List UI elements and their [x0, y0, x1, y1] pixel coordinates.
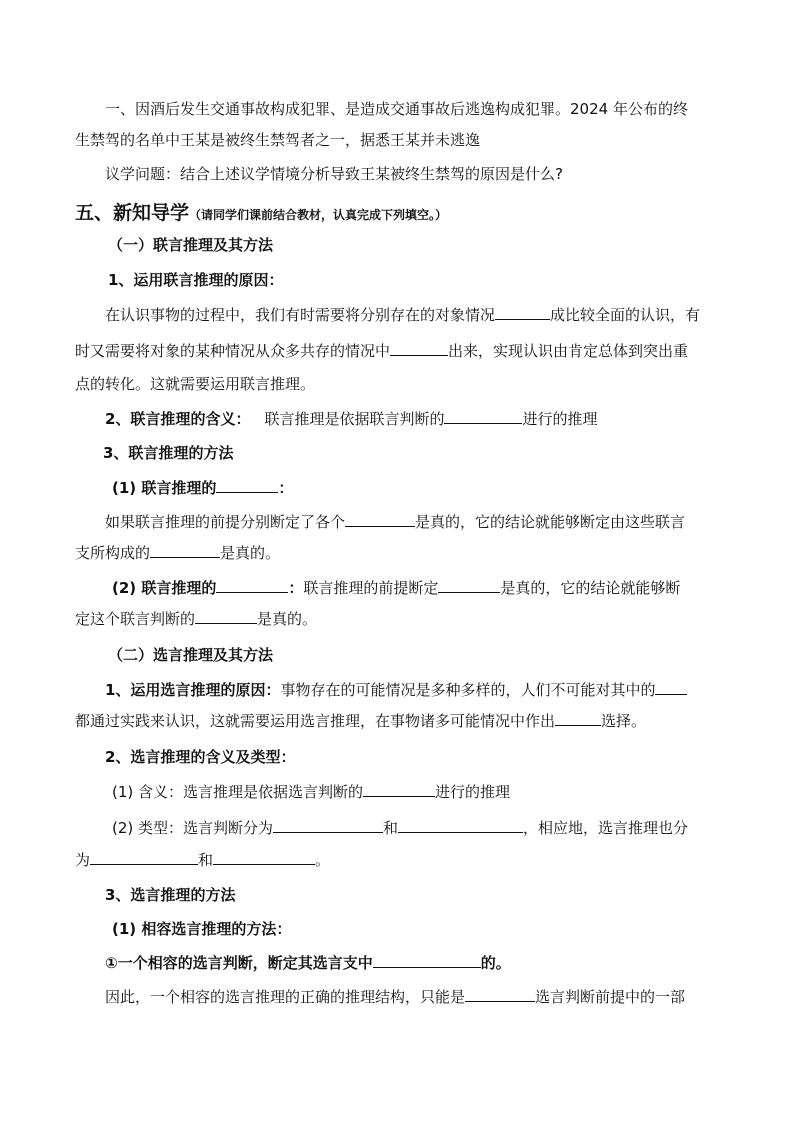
part-2-compatible-point: ①一个相容的选言判断，断定其选言支中 的。 [105, 954, 511, 972]
part-2-types-line-2: 为 和 。 [75, 851, 331, 869]
part-1-method-2-line-2: 定这个联言判断的 是真的。 [75, 610, 318, 628]
part-1-method-2: (2) 联言推理的 ：联言推理的前提断定 是真的，它的结论就能够断 [112, 579, 681, 597]
part-2-types-line-1: (2) 类型：选言判断分为 和 ，相应地，选言推理也分 [112, 819, 689, 837]
part-2-meaning: (1) 含义：选言推理是依据选言判断的 进行的推理 [112, 783, 511, 801]
fill-blank[interactable] [363, 782, 435, 797]
fill-blank[interactable] [273, 818, 383, 833]
fill-blank[interactable] [390, 341, 448, 356]
part-1-reason-heading: 1、运用联言推理的原因： [108, 271, 284, 289]
fill-blank[interactable] [216, 578, 288, 593]
part-1-method-1-line-2: 支所构成的 是真的。 [75, 544, 281, 562]
part-2-compatible-heading: (1) 相容选言推理的方法： [112, 920, 292, 938]
part-2-reason-line-1: 1、运用选言推理的原因：事物存在的可能情况是多种多样的，人们不可能对其中的 [105, 680, 687, 700]
fill-blank[interactable] [216, 478, 278, 493]
part-1-heading: （一）联言推理及其方法 [108, 236, 274, 254]
fill-blank[interactable] [373, 953, 481, 968]
part-1-method-1-line-1: 如果联言推理的前提分别断定了各个 是真的，它的结论就能够断定由这些联言 [105, 513, 686, 531]
part-1-method-heading: 3、联言推理的方法 [103, 444, 234, 462]
part-1-reason-line-1: 在认识事物的过程中，我们有时需要将分别存在的对象情况 成比较全面的认识，有 [105, 306, 701, 324]
part-2-method-heading: 3、选言推理的方法 [105, 886, 236, 904]
fill-blank[interactable] [398, 818, 523, 833]
fill-blank[interactable] [195, 609, 257, 624]
fill-blank[interactable] [555, 711, 601, 726]
part-1-meaning: 2、联言推理的含义： 联言推理是依据联言判断的 进行的推理 [105, 410, 598, 428]
part-2-compatible-last-line: 因此，一个相容的选言推理的正确的推理结构，只能是 选言判断前提中的一部 [105, 988, 686, 1006]
fill-blank[interactable] [213, 850, 315, 865]
fill-blank[interactable] [444, 409, 522, 424]
section-5-title [75, 201, 447, 227]
intro-line-2: 生禁驾的名单中王某是被终生禁驾者之一，据悉王某并未逃逸 [75, 131, 481, 149]
intro-line-1: 一、因酒后发生交通事故构成犯罪、是造成交通事故后逃逸构成犯罪。2024 年公布的终 [105, 100, 688, 118]
fill-blank[interactable] [90, 850, 198, 865]
part-2-reason-line-2: 都通过实践来认识，这就需要运用选言推理，在事物诸多可能情况中作出 选择。 [75, 712, 647, 730]
section-title: 五、新知导学 [75, 202, 190, 224]
part-1-reason-line-3: 点的转化。这就需要运用联言推理。 [75, 375, 316, 393]
section-note: （请同学们课前结合教材，认真完成下列填空。） [189, 208, 448, 222]
part-2-heading: （二）选言推理及其方法 [108, 646, 274, 664]
fill-blank[interactable] [655, 680, 687, 695]
part-2-types-heading: 2、选言推理的含义及类型： [105, 748, 296, 766]
fill-blank[interactable] [345, 512, 415, 527]
fill-blank[interactable] [465, 987, 535, 1002]
fill-blank[interactable] [438, 578, 500, 593]
fill-blank[interactable] [495, 305, 550, 320]
part-1-method-1: (1) 联言推理的 ： [112, 479, 294, 497]
fill-blank[interactable] [150, 543, 220, 558]
part-1-reason-line-2: 时又需要将对象的某种情况从众多共存的情况中 出来，实现认识由肯定总体到突出重 [75, 342, 689, 360]
discussion-question: 议学问题：结合上述议学情境分析导致王某被终生禁驾的原因是什么? [105, 165, 563, 183]
